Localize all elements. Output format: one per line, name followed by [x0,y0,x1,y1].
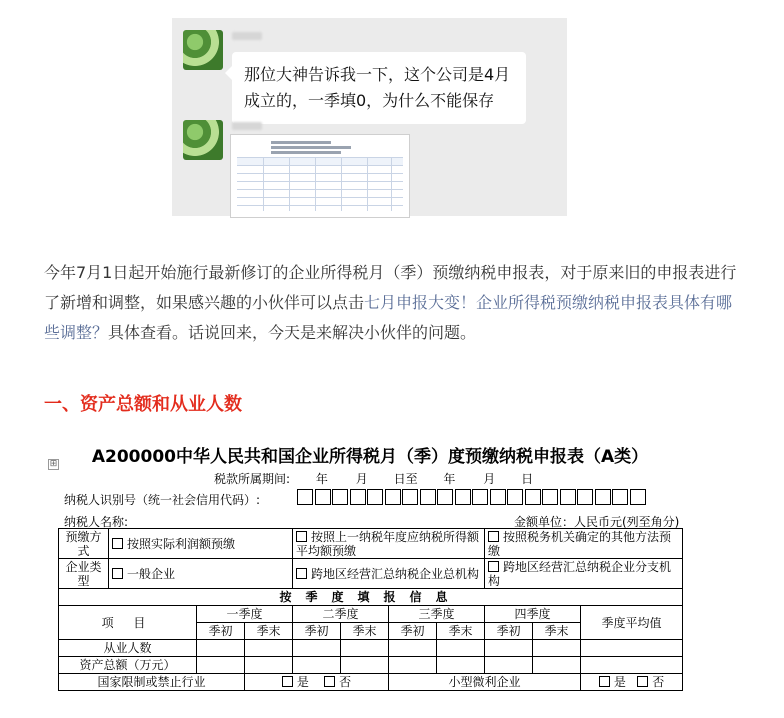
checkbox[interactable] [488,561,499,572]
yes-label: 是 [296,675,309,689]
table-row [59,589,683,606]
tax-period-line [214,470,533,487]
declaration-table [58,528,683,691]
table-row [59,640,683,657]
form-title: A200000中华人民共和国企业所得税月（季）度预缴纳税申报表（A类） [91,447,649,467]
section-title: 按季度填报信息 [59,589,683,606]
chat-screenshot [172,18,567,216]
period-label: 税款所属期间: [214,472,291,486]
blurred-nickname [232,32,262,40]
paragraph-text: 今年7月1日起开始施行最新修订的企业所得税月（季）预缴纳税申报表，对于原来旧的申报表进行了新增和调整，如果感兴趣的小伙伴可以点击 [44,263,737,312]
quarter-end-header: 季末 [245,623,293,640]
month-label: 月 [483,472,496,486]
restricted-industry-label: 国家限制或禁止行业 [59,674,245,691]
checkbox[interactable] [599,676,610,687]
option-label: 跨地区经营汇总纳税企业总机构 [311,566,480,581]
quarter-start-header: 季初 [197,623,245,640]
quarter-end-header: 季末 [437,623,485,640]
chat-bubble-message: 那位大神告诉我一下，这个公司是4月成立的，一季填0，为什么不能保存 [232,52,526,124]
prepay-method-label: 预缴方式 [59,529,109,559]
expand-icon[interactable]: ⊞ [49,459,58,469]
taxpayer-name-label: 纳税人名称: [64,515,129,529]
input-cell[interactable] [533,657,581,674]
input-cell[interactable] [581,640,683,657]
checkbox[interactable] [488,531,499,542]
checkbox[interactable] [296,531,307,542]
small-enterprise-label: 小型微利企业 [389,674,581,691]
table-row [59,657,683,674]
checkbox[interactable] [324,676,335,687]
checkbox[interactable] [112,568,123,579]
input-cell[interactable] [437,657,485,674]
option-label: 按照上一纳税年度应纳税所得额平均额预缴 [296,529,480,558]
article-link[interactable]: 七月申报大变！企业所得税预缴纳税申报表具体有哪些调整？ [44,293,733,342]
year-label: 年 [443,472,456,486]
input-cell[interactable] [389,640,437,657]
quarter-header: 二季度 [293,606,389,623]
option-label: 按照税务机关确定的其他方法预缴 [488,529,672,558]
checkbox[interactable] [296,568,307,579]
no-label: 否 [339,675,352,689]
input-cell[interactable] [533,640,581,657]
form-thumbnail-image [230,134,410,218]
input-cell[interactable] [293,640,341,657]
option-label: 一般企业 [127,566,176,581]
input-cell[interactable] [245,657,293,674]
taxpayer-id-boxes [297,489,647,508]
avatar [183,120,223,160]
quarter-start-header: 季初 [389,623,437,640]
input-cell[interactable] [197,640,245,657]
quarter-end-header: 季末 [533,623,581,640]
table-row [59,559,683,589]
quarter-header: 一季度 [197,606,293,623]
enterprise-type-label: 企业类型 [59,559,109,589]
avatar [183,30,223,70]
paragraph-text: 具体查看。话说回来，今天是来解决小伙伴的问题。 [108,323,477,342]
input-cell[interactable] [485,657,533,674]
checkbox[interactable] [112,538,123,549]
section-heading: 一、资产总额和从业人数 [44,394,242,415]
input-cell[interactable] [245,640,293,657]
option-label: 按照实际利润额预缴 [127,536,236,551]
average-header: 季度平均值 [581,606,683,640]
checkbox[interactable] [637,676,648,687]
input-cell[interactable] [389,657,437,674]
input-cell[interactable] [341,657,389,674]
day-to-label: 日至 [393,472,418,486]
total-assets-label: 资产总额（万元） [59,657,197,674]
currency-unit-label: 金额单位：人民币元(列至角分) [514,515,680,529]
input-cell[interactable] [437,640,485,657]
quarter-header: 四季度 [485,606,581,623]
month-label: 月 [355,472,368,486]
input-cell[interactable] [581,657,683,674]
blurred-nickname [232,122,262,130]
input-cell[interactable] [485,640,533,657]
quarter-start-header: 季初 [485,623,533,640]
table-row [59,529,683,559]
option-label: 跨地区经营汇总纳税企业分支机构 [488,559,672,588]
table-row [59,606,683,623]
taxpayer-id-label: 纳税人识别号（统一社会信用代码）: [64,493,261,507]
input-cell[interactable] [197,657,245,674]
year-label: 年 [315,472,328,486]
yes-label: 是 [613,675,626,689]
no-label: 否 [652,675,665,689]
quarter-start-header: 季初 [293,623,341,640]
article-paragraph [44,258,744,348]
quarter-end-header: 季末 [341,623,389,640]
input-cell[interactable] [293,657,341,674]
item-header: 项 目 [59,606,197,640]
input-cell[interactable] [341,640,389,657]
employees-label: 从业人数 [59,640,197,657]
day-label: 日 [521,472,534,486]
table-row [59,674,683,691]
quarter-header: 三季度 [389,606,485,623]
checkbox[interactable] [282,676,293,687]
